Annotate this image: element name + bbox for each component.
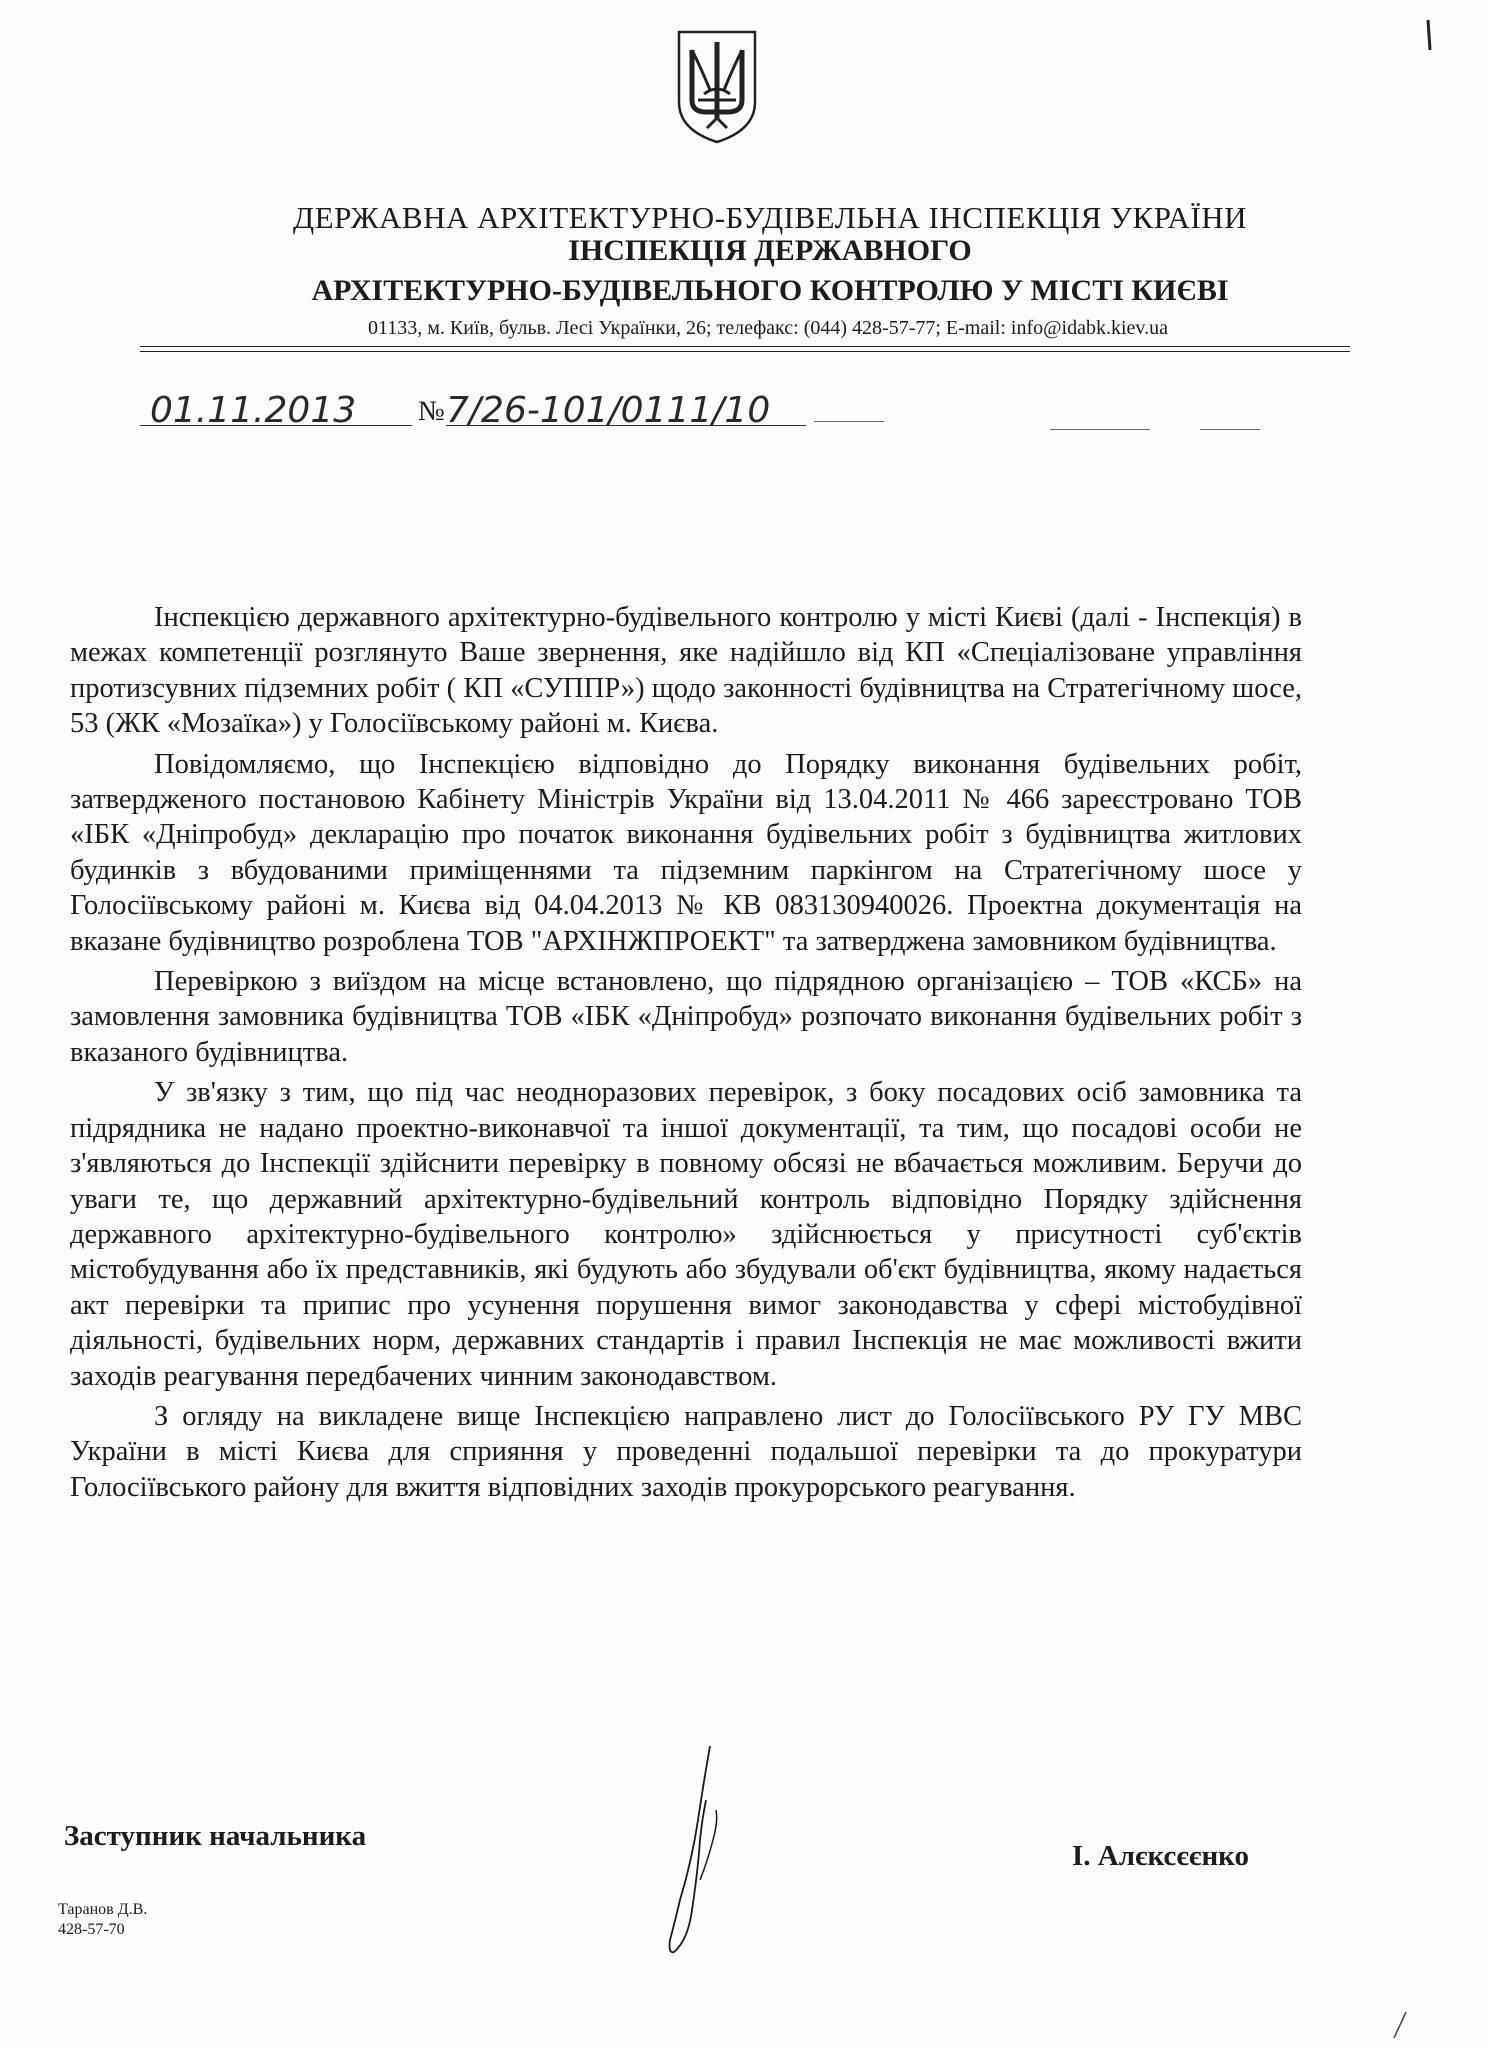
corner-scan-mark-icon <box>1392 2010 1408 2040</box>
dash-mark <box>1200 429 1260 430</box>
handwritten-signature-icon <box>640 1740 760 1960</box>
paragraph: Повідомляємо, що Інспекцією відповідно до Порядку виконання будівельних робіт, затвердженого постановою Кабінету Міністрів України від 13.04.2011 № 466 зареєстровано ТОВ «ІБК «Дніпробуд» декларацію про початок виконання будівельних робіт з будівництва житлових будинків з вбудованими приміщеннями та підземним паркінгом на Стратегічному шосе у Голосіївському районі м. Києва від 04.04.2013 № КВ 083130940026. Проектна документація на вказане будівництво розроблена ТОВ "АРХІНЖПРОЕКТ" та затверджена замовником будівництва. <box>70 748 1302 957</box>
paragraph: Перевіркою з виїздом на місце встановлено, що підрядною організацією – ТОВ «КСБ» на замовлення замовника будівництва ТОВ «ІБК «Дніпробуд» розпочато виконання будівельних робіт з вказаного будівництва. <box>70 966 1302 1068</box>
signatory-name: І. Алєксєєнко <box>1072 1840 1249 1872</box>
ministry-title: ДЕРЖАВНА АРХІТЕКТУРНО-БУДІВЕЛЬНА ІНСПЕКЦІЯ УКРАЇНИ <box>293 200 1247 235</box>
dash-mark <box>1050 429 1150 430</box>
corner-scan-mark-icon <box>1426 20 1432 50</box>
executor-phone: 428-57-70 <box>58 1921 125 1938</box>
paragraph: Інспекцією державного архітектурно-будівельного контролю у місті Києві (далі - Інспекція) в межах компетенції розглянуто Ваше звернення, яке надійшло від КП «Спеціалізоване управління протизсувних підземних робіт ( КП «СУППР») щодо законності будівництва на Стратегічному шосе, 53 (ЖК «Мозаїка») у Голосіївському районі м. Києва. <box>70 602 1302 740</box>
inspection-title-line1: ІНСПЕКЦІЯ ДЕРЖАВНОГО <box>568 234 972 267</box>
letter-body <box>70 600 1302 1510</box>
letter-number: 7/26-101/0111/10 <box>446 390 771 431</box>
dash-mark <box>814 421 884 422</box>
header-rule-top <box>140 346 1350 347</box>
inspection-title-line2: АРХІТЕКТУРНО-БУДІВЕЛЬНОГО КОНТРОЛЮ У МІСТІ КИЄВІ <box>311 274 1229 307</box>
signatory-role: Заступник начальника <box>64 1820 367 1852</box>
paragraph: З огляду на викладене вище Інспекцією направлено лист до Голосіївського РУ ГУ МВС України в місті Києва для сприяння у проведенні подальшої перевірки та до прокуратури Голосіївського району для вжиття відповідних заходів прокурорського реагування. <box>70 1400 1302 1503</box>
executor-note <box>58 1900 147 1940</box>
contact-address: 01133, м. Київ, бульв. Лесі Українки, 26; телефакс: (044) 428-57-77; E-mail: info@idabk.kiev.ua <box>368 317 1168 339</box>
paragraph: У зв'язку з тим, що під час неодноразових перевірок, з боку посадових осіб замовника та підрядника не надано проектно-виконавчої та іншої документації, та тим, що посадові особи не з'являються до Інспекції здійснити перевірку в повному обсязі не вбачається можливим. Беручи до уваги те, що державний архітектурно-будівельний контроль відповідно Порядку здійснення державного архітектурно-будівельного контролю» здійснюється у присутності суб'єктів містобудування або їх представників, які будують або збудували об'єкт будівництва, якому надається акт перевірки та припис про усунення порушення вимог законодавства у сфері містобудівної діяльності, будівельних норм, державних стандартів і правил Інспекція не має можливості вжити заходів реагування передбачених чинним законодавством. <box>70 1077 1302 1392</box>
executor-name: Таранов Д.В. <box>58 1901 148 1918</box>
date-underline <box>140 425 412 426</box>
number-underline <box>446 425 806 426</box>
number-label: № <box>418 396 445 427</box>
trident-coat-of-arms-icon <box>674 28 760 146</box>
letter-date: 01.11.2013 <box>150 390 357 431</box>
header-rule-bottom <box>140 351 1350 352</box>
